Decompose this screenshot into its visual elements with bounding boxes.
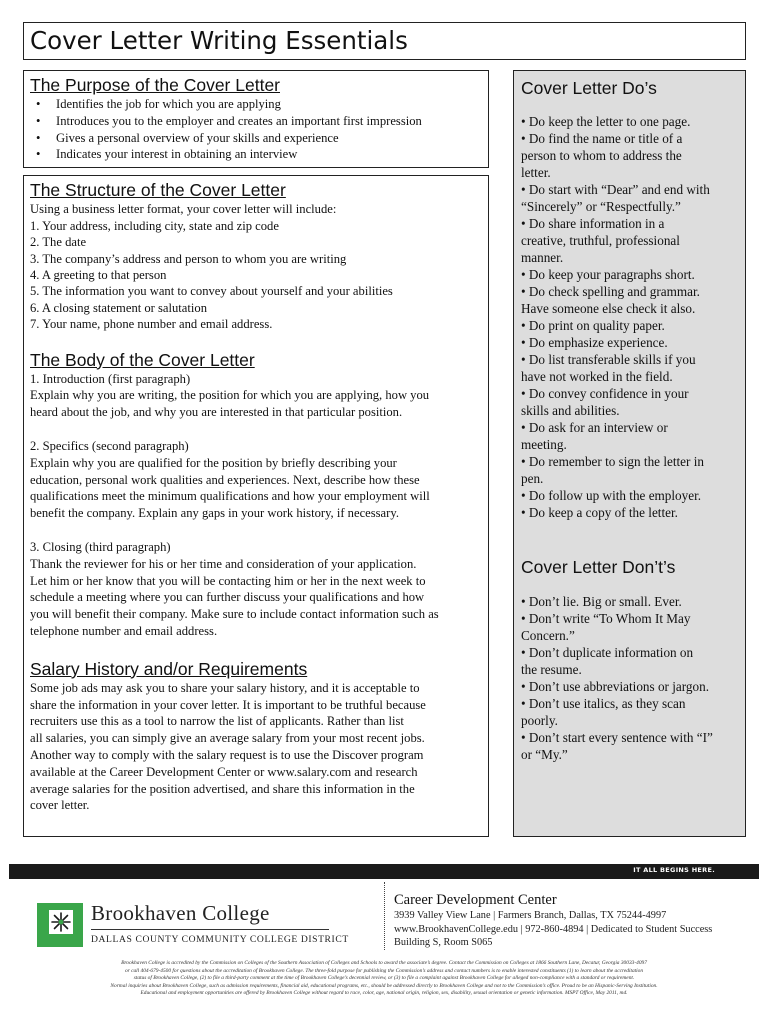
- body-line: heard about the job, and why you are interested in that particular position.: [30, 405, 403, 420]
- list-item: • Introduces you to the employer and creates an important first impression: [30, 113, 482, 130]
- list-item: • Do remember to sign the letter in: [521, 454, 704, 469]
- list-item: • Do ask for an interview or: [521, 420, 668, 435]
- list-item: 3. The company’s address and person to whom you are writing: [30, 251, 347, 266]
- list-item: 2. The date: [30, 235, 87, 250]
- list-item: • Do share information in a: [521, 216, 665, 231]
- list-item: 1. Your address, including city, state and zip code: [30, 218, 279, 233]
- body-section-label: 2. Specifics (second paragraph): [30, 439, 189, 454]
- list-item: person to whom to address the: [521, 148, 682, 163]
- salary-line: Another way to comply with the salary request is to use the Discover program: [30, 747, 424, 762]
- list-item: • Do convey confidence in your: [521, 386, 689, 401]
- fine-print-line: or call 404-679-4500 for questions about the accreditation of Brookhaven College. The three-fold purpose for publishing the Commission’s address and contact numbers is to enable interested constituents (1) to learn about the accreditation: [124, 967, 644, 974]
- salary-line: cover letter.: [30, 798, 90, 813]
- structure-heading: The Structure of the Cover Letter: [30, 180, 286, 200]
- list-item: • Do emphasize experience.: [521, 335, 668, 350]
- list-item: pen.: [521, 471, 544, 486]
- list-item: • Don’t write “To Whom It May: [521, 611, 691, 626]
- body-line: Explain why you are writing, the position for which you are applying, how you: [30, 388, 430, 403]
- list-item: • Gives a personal overview of your skills and experience: [30, 130, 482, 147]
- list-item: • Don’t use italics, as they scan: [521, 696, 686, 711]
- list-item: “Sincerely” or “Respectfully.”: [521, 199, 681, 214]
- star-burst-logo-icon: [37, 903, 83, 947]
- list-item: • Don’t start every sentence with “I”: [521, 730, 713, 745]
- list-item: 4. A greeting to that person: [30, 268, 167, 283]
- list-item: 7. Your name, phone number and email address.: [30, 317, 273, 332]
- list-item: • Don’t lie. Big or small. Ever.: [521, 594, 682, 609]
- list-item: meeting.: [521, 437, 567, 452]
- salary-heading: Salary History and/or Requirements: [30, 658, 308, 679]
- list-item: • Do keep your paragraphs short.: [521, 267, 695, 282]
- list-item: • Do start with “Dear” and end with: [521, 182, 710, 197]
- structure-list: [30, 218, 482, 333]
- list-item: poorly.: [521, 713, 558, 728]
- body-heading: The Body of the Cover Letter: [30, 349, 255, 370]
- list-item: • Don’t use abbreviations or jargon.: [521, 679, 709, 694]
- list-item: letter.: [521, 165, 551, 180]
- dos-heading: Cover Letter Do’s: [521, 78, 657, 98]
- page-title: Cover Letter Writing Essentials: [30, 26, 408, 55]
- list-item: • Do follow up with the employer.: [521, 488, 702, 503]
- salary-line: average salaries for the position advertised, and share this information in the: [30, 781, 415, 796]
- contact-block: [394, 891, 712, 950]
- list-item: • Identifies the job for which you are applying: [30, 96, 482, 113]
- salary-line: recruiters use this as a tool to narrow the list of applicants. Rather than list: [30, 714, 404, 729]
- list-item: • Do keep a copy of the letter.: [521, 505, 678, 520]
- salary-line: share the information in your cover letter. It is important to be truthful because: [30, 697, 426, 712]
- fine-print: [20, 960, 748, 998]
- list-item: Have someone else check it also.: [521, 301, 696, 316]
- purpose-heading: The Purpose of the Cover Letter: [30, 75, 280, 95]
- structure-intro: Using a business letter format, your cover letter will include:: [30, 202, 337, 216]
- dos-list: [521, 113, 738, 521]
- contact-line: Building S, Room S065: [394, 937, 493, 949]
- fine-print-line: Educational and employment opportunities are offered by Brookhaven College without regard to race, color, age, national origin, religion, sex, disability, sexual orientation or genetic information. MSPT Office, May 2011, md.: [140, 990, 628, 997]
- body-section-label: 3. Closing (third paragraph): [30, 540, 171, 555]
- list-item: the resume.: [521, 662, 582, 677]
- fine-print-line: Normal inquiries about Brookhaven College, such as admission requirements, financial aid, educational programs, etc., should be addressed directly to Brookhaven College and not to the Commission’s office. Proud to be an Hispanic-Serving Institution.: [110, 982, 658, 989]
- list-item: • Do find the name or title of a: [521, 131, 683, 146]
- body-line: Explain why you are qualified for the position by briefly describing your: [30, 455, 397, 470]
- body-line: Let him or her know that you will be contacting him or her in the next week to: [30, 573, 426, 588]
- purpose-list: [30, 96, 482, 163]
- fine-print-line: Brookhaven College is accredited by the Commission on Colleges of the Southern Association of Colleges and Schools to award the associate’s degree. Contact the Commission on Colleges at 1866 Southern Lane, Decatur, Georgia 30033-4097: [121, 960, 647, 966]
- list-item: manner.: [521, 250, 564, 265]
- list-item: • Do check spelling and grammar.: [521, 284, 700, 299]
- title-box: [23, 22, 746, 60]
- contact-line: www.BrookhavenCollege.edu | 972-860-4894 | Dedicated to Student Success: [394, 923, 713, 935]
- list-item: skills and abilities.: [521, 403, 620, 418]
- tagline: IT ALL BEGINS HERE.: [633, 866, 715, 874]
- list-item: • Do keep the letter to one page.: [521, 114, 691, 129]
- list-item: or “My.”: [521, 747, 568, 762]
- donts-heading: Cover Letter Don’t’s: [521, 557, 676, 577]
- list-item: 6. A closing statement or salutation: [30, 300, 207, 315]
- body-line: telephone number and email address.: [30, 624, 218, 638]
- fine-print-line: status of Brookhaven College, (2) to file a third-party comment at the time of Brookhaven College’s decennial review, or (3) to file a complaint against Brookhaven College for alleged non-compliance with a standard or requirement.: [133, 975, 635, 982]
- list-item: have not worked in the field.: [521, 369, 673, 384]
- body-line: you will benefit their company. Make sure to include contact information such as: [30, 607, 439, 622]
- donts-list: [521, 593, 738, 763]
- list-item: • Don’t duplicate information on: [521, 645, 694, 660]
- body-line: benefit the company. Explain any gaps in your work history, if necessary.: [30, 506, 399, 521]
- contact-title: Career Development Center: [394, 892, 557, 908]
- salary-line: all salaries, you can simply give an average salary from your most recent jobs.: [30, 731, 425, 746]
- body-line: Thank the reviewer for his or her time and consideration of your application.: [30, 556, 417, 571]
- body-section-label: 1. Introduction (first paragraph): [30, 371, 191, 386]
- salary-line: Some job ads may ask you to share your salary history, and it is acceptable to: [30, 680, 420, 695]
- purpose-section: [23, 70, 489, 168]
- body-line: education, personal work qualities and experiences. Next, describe how these: [30, 472, 420, 487]
- college-name: Brookhaven College: [91, 901, 270, 925]
- salary-line: available at the Career Development Center or www.salary.com and research: [30, 764, 418, 779]
- district-name: DALLAS COUNTY COMMUNITY COLLEGE DISTRICT: [91, 934, 349, 945]
- list-item: creative, truthful, professional: [521, 233, 680, 248]
- dos-donts-sidebar: [513, 70, 746, 837]
- body-line: qualifications meet the minimum qualifications and how your employment will: [30, 489, 430, 504]
- list-item: 5. The information you want to convey about yourself and your abilities: [30, 284, 393, 299]
- divider: [384, 882, 385, 950]
- list-item: • Do print on quality paper.: [521, 318, 665, 333]
- divider: [91, 929, 329, 930]
- footer-bar: [9, 864, 759, 879]
- list-item: Concern.”: [521, 628, 575, 643]
- body-line: schedule a meeting where you can further discuss your qualifications and how: [30, 590, 425, 605]
- list-item: • Do list transferable skills if you: [521, 352, 696, 367]
- contact-line: 3939 Valley View Lane | Farmers Branch, Dallas, TX 75244-4997: [394, 910, 667, 921]
- list-item: • Indicates your interest in obtaining an interview: [30, 146, 482, 163]
- structure-section: [23, 175, 489, 837]
